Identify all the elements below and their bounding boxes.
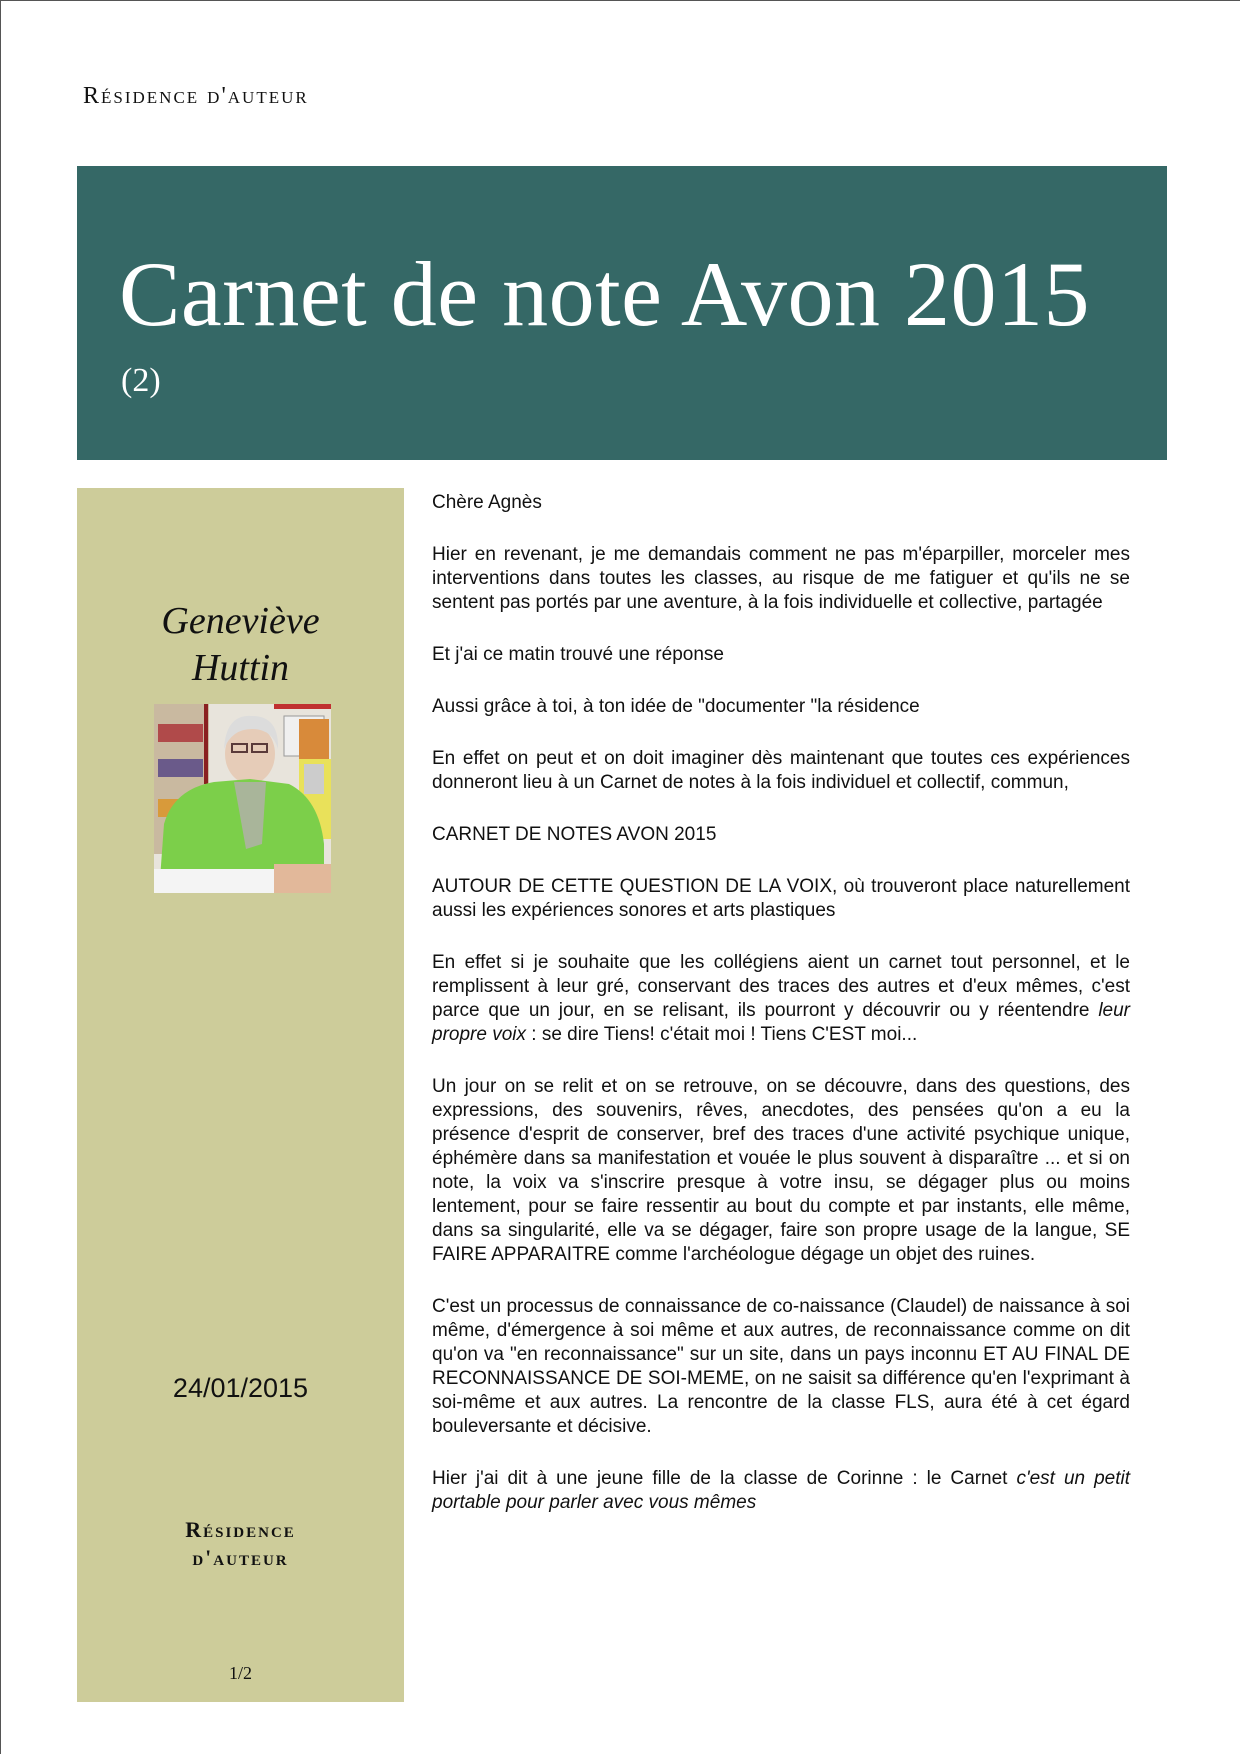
paragraph: Aussi grâce à toi, à ton idée de "documenter "la résidence <box>432 696 920 717</box>
letter-body <box>432 491 1130 1543</box>
page-title: Carnet de note Avon 2015 <box>119 243 1090 345</box>
residence-line-2: d'auteur <box>192 1545 289 1570</box>
emphasis: c'est un petit portable pour parler avec vous mêmes <box>432 1468 1131 1513</box>
paragraph: C'est un processus de connaissance de co-naissance (Claudel) de naissance à soi même, d'émergence à soi même et aux autres, de reconnaissance comme on dit qu'on va "en reconnaissance" sur un site, dans un pays inconnu ET AU FINAL DE RECONNAISSANCE DE SOI-MEME, on ne saisit sa différence qu'en l'exprimant à soi-même et aux autres. La rencontre de la classe FLS, aura été à cet égard bouleversante et décisive. <box>432 1296 1130 1437</box>
residence-label <box>77 1516 404 1572</box>
text: Hier j'ai dit à une jeune fille de la classe de Corinne : le Carnet <box>432 1468 1017 1489</box>
author-last-name: Huttin <box>191 647 290 689</box>
paragraph: Et j'ai ce matin trouvé une réponse <box>432 644 724 665</box>
text: : se dire Tiens! c'était moi ! Tiens C'EST moi... <box>526 1024 918 1045</box>
title-banner <box>77 166 1167 460</box>
author-name <box>77 598 404 692</box>
paragraph: Un jour on se relit et on se retrouve, on se découvre, dans des questions, des expressions, des souvenirs, rêves, anecdotes, des pensées qu'on a eu la présence d'esprit de conserver, bref des traces d'une activité psychique unique, éphémère dans sa manifestation et vouée le plus souvent à disparaître ... et si on note, la voix va s'inscrire presque à votre insu, se dégager plus ou moins lentement, pour se faire ressentir au bout du compte et par instants, elle même, dans sa singularité, elle va se dégager, faire son propre usage de la langue, SE FAIRE APPARAITRE comme l'archéologue dégage un objet des ruines. <box>432 1076 1130 1265</box>
residence-line-1: Résidence <box>185 1517 296 1542</box>
page-number: 1/2 <box>228 1663 252 1683</box>
paragraph: AUTOUR DE CETTE QUESTION DE LA VOIX, où trouveront place naturellement aussi les expériences sonores et arts plastiques <box>432 876 1130 921</box>
page-subtitle: (2) <box>121 362 161 399</box>
author-photo <box>154 704 331 893</box>
paragraph: CARNET DE NOTES AVON 2015 <box>432 824 717 845</box>
letter-date: 24/01/2015 <box>172 1373 309 1403</box>
author-first-name: Geneviève <box>161 600 320 642</box>
text: En effet si je souhaite que les collégiens aient un carnet tout personnel, et le remplissent à leur gré, conservant des traces des autres et d'eux mêmes, c'est parce que un jour, en se relisant, ils pourront y découvrir ou y réentendre <box>432 952 1130 1021</box>
sidebar <box>77 488 404 1702</box>
emphasis: leur propre voix <box>432 1000 1130 1045</box>
paragraph: Hier en revenant, je me demandais comment ne pas m'éparpiller, morceler mes interventions dans toutes les classes, au risque de me fatiguer et qu'ils ne se sentent pas portés par une aventure, à la fois individuelle et collective, partagée <box>432 544 1130 613</box>
paragraph: En effet on peut et on doit imaginer dès maintenant que toutes ces expériences donneront lieu à un Carnet de notes à la fois individuel et collectif, commun, <box>432 748 1130 793</box>
paragraph <box>432 951 1130 1047</box>
salutation: Chère Agnès <box>432 492 542 513</box>
header-label: Résidence d'auteur <box>83 83 309 109</box>
paragraph <box>432 1467 1130 1515</box>
